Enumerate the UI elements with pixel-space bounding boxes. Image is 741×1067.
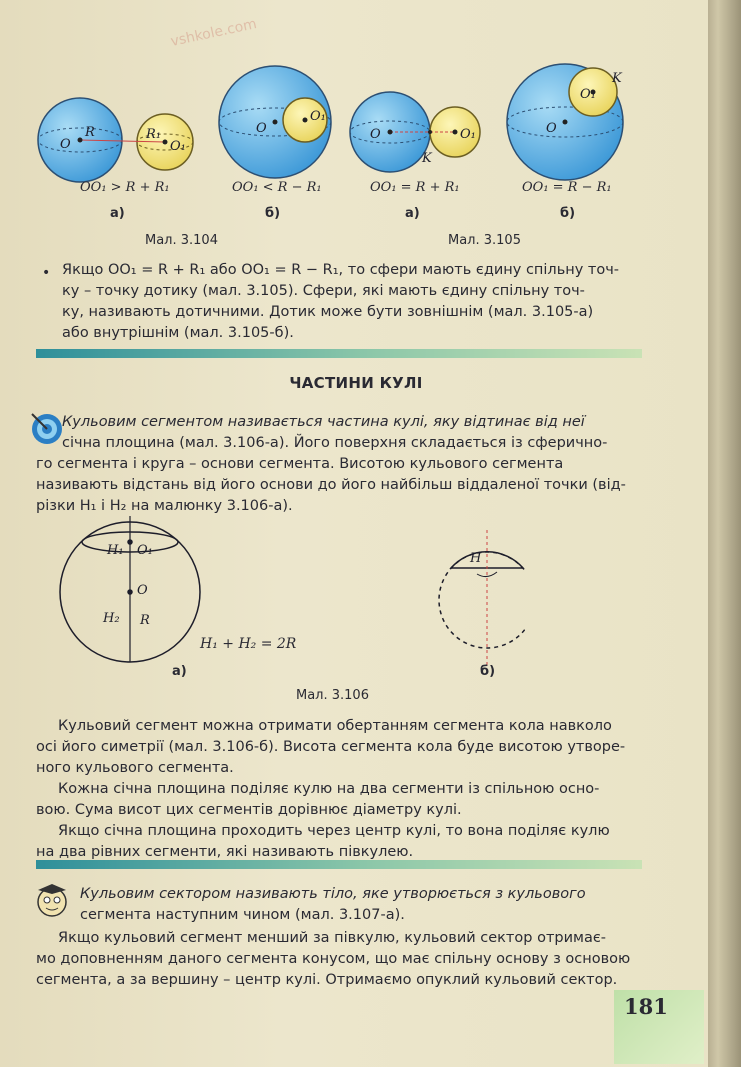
label-O: O (60, 137, 71, 152)
text-line: січна площина (мал. 3.106-а). Його поверхня складається із сферично- (62, 435, 608, 451)
page-number: 181 (624, 994, 668, 1019)
label-K: K (422, 151, 432, 166)
label-H2: H₂ (103, 611, 120, 626)
label-H1: H₁ (107, 543, 124, 558)
sublabel-a: а) (172, 664, 187, 679)
section-heading: ЧАСТИНИ КУЛІ (289, 374, 423, 392)
label-O: O (370, 127, 381, 142)
label-R1: R₁ (146, 127, 161, 142)
page-number-box (614, 990, 704, 1064)
text-line: називають відстань від його основи до його найбільш віддаленої точки (від- (36, 477, 626, 493)
sphere-pair-105b (507, 64, 623, 180)
text-line: вою. Сума висот цих сегментів дорівнює діаметру кулі. (36, 802, 462, 818)
figure-caption-106: Мал. 3.106 (296, 688, 369, 703)
label-O1: O₁ (170, 139, 186, 154)
sublabel-b: б) (560, 206, 576, 221)
sublabel-a: а) (405, 206, 420, 221)
label-O: O (546, 121, 557, 136)
text-line: мо доповненням даного сегмента конусом, що має спільну основу з основою (36, 951, 631, 967)
watermark: vshkole.com (169, 16, 259, 50)
label-R: R (140, 613, 150, 628)
text-line: Якщо січна площина проходить через центр кулі, то вона поділяє кулю (58, 823, 610, 839)
formula-106a: H₁ + H₂ = 2R (200, 636, 297, 652)
text-line: на два рівних сегменти, які називають півкулею. (36, 844, 414, 860)
section-divider-band (36, 860, 642, 869)
figure-caption-104: Мал. 3.104 (145, 233, 218, 248)
text-line: або внутрішнім (мал. 3.105-б). (62, 325, 294, 341)
text-line: го сегмента і круга – основи сегмента. Висотою кульового сегмента (36, 456, 564, 472)
text-line: Кожна січна площина поділяє кулю на два сегменти із спільною осно- (58, 781, 600, 797)
label-K: K (612, 71, 622, 86)
label-O1: O₁ (580, 87, 596, 102)
book-spine (708, 0, 741, 1067)
circle-segment-rotation (439, 530, 525, 665)
target-icon (30, 412, 64, 446)
text-line: Кульовим сектором називають тіло, яке утворюється з кульового (80, 886, 586, 902)
paragraph-segment-rotation (36, 716, 625, 863)
label-O1: O₁ (310, 109, 326, 124)
label-H: H (470, 551, 482, 566)
figure-106 (55, 510, 525, 680)
text-line: різки H₁ і H₂ на малюнку 3.106-а). (36, 498, 293, 514)
paragraph-sector (36, 928, 630, 991)
text-line: ку, називають дотичними. Дотик може бути зовнішнім (мал. 3.105-а) (62, 304, 594, 320)
text-line: Кульовий сегмент можна отримати обертанням сегмента кола навколо (58, 718, 612, 734)
sublabel-b: б) (265, 206, 281, 221)
sublabel-a: а) (110, 206, 125, 221)
text-line: сегмента наступним чином (мал. 3.107-а). (80, 907, 405, 923)
formula-105b: OO₁ = R − R₁ (522, 180, 612, 195)
definition-sector (80, 884, 586, 926)
paragraph-tangent (62, 260, 619, 344)
mascot-icon (30, 880, 76, 924)
bullet-dot: • (42, 265, 51, 281)
label-O: O (137, 583, 148, 598)
sphere-segment-diagram (60, 516, 200, 662)
label-O1: O₁ (137, 543, 153, 558)
text-line: Якщо кульовий сегмент менший за півкулю, кульовий сектор отримає- (58, 930, 607, 946)
text-line: ку – точку дотику (мал. 3.105). Сфери, які мають єдину спільну точ- (62, 283, 585, 299)
label-R: R (85, 125, 95, 140)
formula-105a: OO₁ = R + R₁ (370, 180, 460, 195)
text-line: сегмента, а за вершину – центр кулі. Отримаємо опуклий кульовий сектор. (36, 972, 618, 988)
text-line: Кульовим сегментом називається частина кулі, яку відтинає від неї (62, 414, 585, 430)
definition-segment-cont (36, 454, 626, 517)
text-line: Якщо OO₁ = R + R₁ або OO₁ = R − R₁, то сфери мають єдину спільну точ- (62, 262, 620, 278)
section-divider-band (36, 349, 642, 358)
label-O: O (256, 121, 267, 136)
formula-104b: OO₁ < R − R₁ (232, 180, 322, 195)
formula-104a: OO₁ > R + R₁ (80, 180, 170, 195)
text-line: осі його симетрії (мал. 3.106-б). Висота сегмента кола буде висотою утворе- (36, 739, 626, 755)
definition-segment (62, 412, 607, 454)
sublabel-b: б) (480, 664, 496, 679)
text-line: ного кульового сегмента. (36, 760, 234, 776)
figure-caption-105: Мал. 3.105 (448, 233, 521, 248)
label-O1: O₁ (460, 127, 476, 142)
figures-spheres-top (30, 60, 650, 250)
